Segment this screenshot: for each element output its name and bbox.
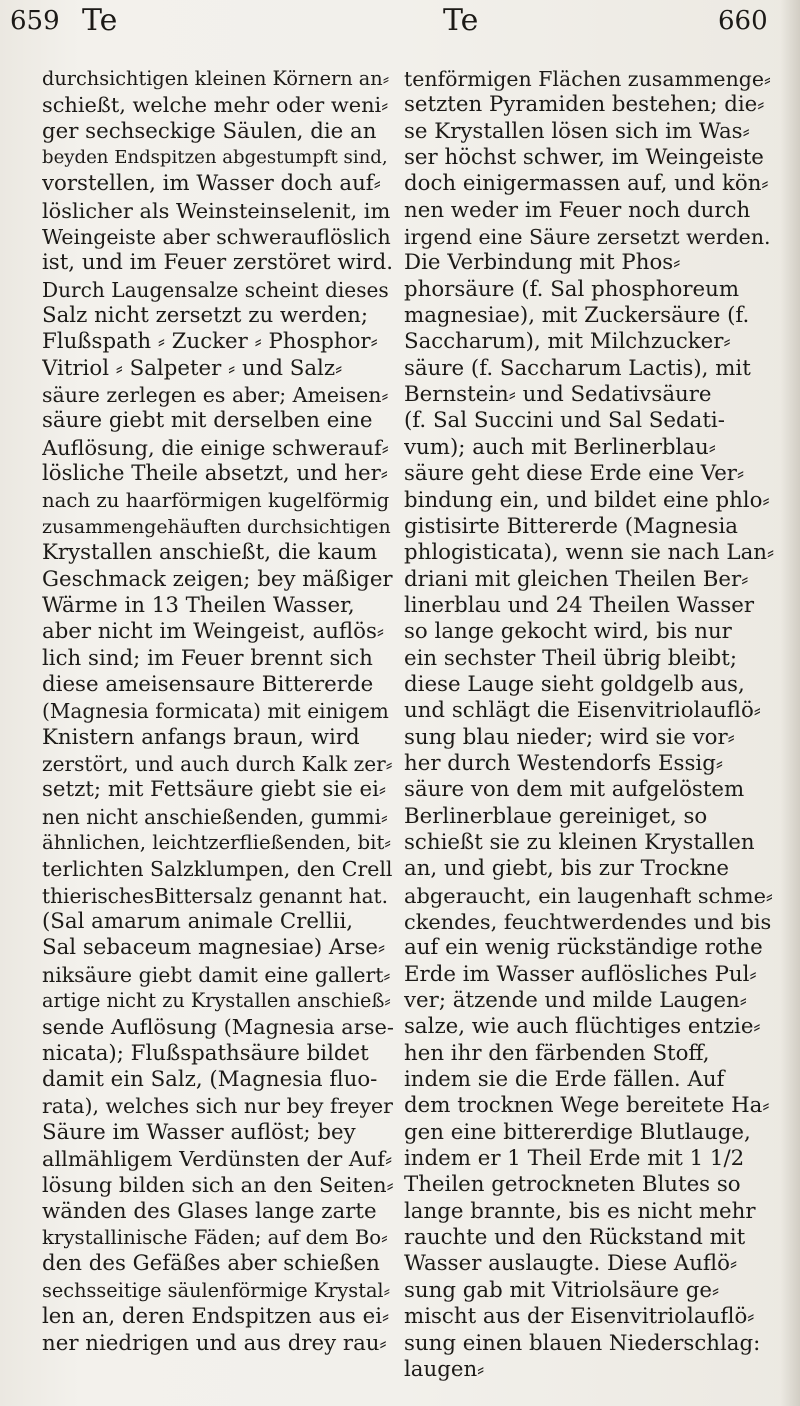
text-line: wänden des Glases lange zarte (42, 1198, 377, 1224)
text-line: zerstört, und auch durch Kalk zer⸗ (42, 751, 393, 776)
text-line: ger sechseckige Säulen, die an (42, 118, 377, 144)
text-line: phlogisticata), wenn sie nach Lan⸗ (404, 540, 775, 566)
text-line: aber nicht im Weingeist, auflös⸗ (42, 619, 384, 645)
text-line: krystallinische Fäden; auf dem Bo⸗ (42, 1226, 388, 1250)
text-line: zusammengehäuften durchsichtigen (42, 515, 391, 538)
right-text-column (404, 66, 776, 1383)
page-edge-shadow (780, 0, 800, 1406)
text-line: säure zerlegen es aber; Ameisen⸗ (42, 383, 389, 408)
text-line: säure von dem mit aufgelöstem (404, 777, 745, 803)
text-line: indem er 1 Theil Erde mit 1 1/2 (404, 1146, 745, 1172)
text-line: Säure im Wasser auflöst; bey (42, 1119, 356, 1145)
text-line: sung gab mit Vitriolsäure ge⸗ (404, 1277, 720, 1303)
text-line: rata), welches sich nur bey freyer (42, 1094, 393, 1119)
text-line: laugen⸗ (404, 1356, 485, 1382)
text-line: lich sind; im Feuer brennt sich (42, 645, 373, 671)
text-line: phorsäure (f. Sal phosphoreum (404, 276, 740, 302)
text-line: diese ameisensaure Bittererde (42, 671, 374, 697)
text-line: Geschmack zeigen; bey mäßiger (42, 566, 393, 592)
text-line: Vitriol ⸗ Salpeter ⸗ und Salz⸗ (42, 355, 343, 381)
text-line: dem trocknen Wege bereitete Ha⸗ (404, 1093, 770, 1119)
text-line: Wärme in 13 Theilen Wasser, (42, 592, 355, 618)
text-line: salze, wie auch flüchtiges entzie⸗ (404, 1014, 761, 1040)
text-line: beyden Endspitzen abgestumpft sind, (42, 147, 388, 169)
text-line: Erde im Wasser auflösliches Pul⸗ (404, 961, 757, 987)
text-line: Berlinerblaue gereiniget, so (404, 803, 708, 829)
text-line: Saccharum), mit Milchzucker⸗ (404, 329, 731, 355)
text-line: auf ein wenig rückständige rothe (404, 935, 763, 961)
text-line: abgeraucht, ein laugenhaft schme⸗ (404, 883, 773, 908)
text-line: se Krystallen lösen sich im Was⸗ (404, 118, 750, 144)
text-line: setzten Pyramiden bestehen; die⸗ (404, 92, 765, 118)
text-line: sung einen blauen Niederschlag: (404, 1330, 761, 1356)
text-line: säure geht diese Erde eine Ver⸗ (404, 461, 745, 487)
text-line: sung blau nieder; wird sie vor⸗ (404, 724, 735, 750)
text-line: Durch Laugensalze scheint dieses (42, 277, 389, 302)
text-line: so lange gekocht wird, bis nur (404, 619, 732, 645)
text-line: tenförmigen Flächen zusammenge⸗ (404, 67, 771, 91)
text-line: ver; ätzende und milde Laugen⸗ (404, 988, 747, 1014)
text-line: linerblau und 24 Theilen Wasser (404, 592, 755, 618)
text-line: und schlägt die Eisenvitriolauflö⸗ (404, 698, 761, 724)
text-line: säure giebt mit derselben eine (42, 408, 373, 434)
text-line: Flußspath ⸗ Zucker ⸗ Phosphor⸗ (42, 329, 378, 355)
text-line: (f. Sal Succini und Sal Sedati- (404, 408, 725, 434)
text-line: Die Verbindung mit Phos⸗ (404, 250, 681, 276)
text-line: nen weder im Feuer noch durch (404, 197, 751, 223)
text-line: den des Gefäßes aber schießen (42, 1251, 380, 1277)
text-line: allmähligem Verdünsten der Auf⸗ (42, 1147, 393, 1172)
left-page-number: 659 (10, 6, 60, 36)
text-line: schießt, welche mehr oder weni⸗ (42, 93, 389, 118)
text-line: artige nicht zu Krystallen anschieß⸗ (42, 989, 391, 1013)
text-line: lösliche Theile absetzt, und her⸗ (42, 461, 388, 487)
text-line: (Magnesia formicata) mit einigem (42, 699, 389, 724)
text-line: ist, und im Feuer zerstöret wird. (42, 250, 393, 276)
text-line: sechsseitige säulenförmige Krystal⸗ (42, 1278, 391, 1302)
text-line: an, und giebt, bis zur Trockne (404, 856, 729, 882)
text-line: löslicher als Weinsteinselenit, im (42, 198, 391, 223)
text-line: Knistern anfangs braun, wird (42, 724, 360, 750)
text-line: Salz nicht zersetzt zu werden; (42, 303, 369, 329)
text-line: terlichten Salzklumpen, den Crell (42, 857, 393, 882)
text-line: (Sal amarum animale Crellii, (42, 909, 354, 934)
text-line: hen ihr den färbenden Stoff, (404, 1040, 710, 1066)
text-line: Theilen getrockneten Blutes so (404, 1172, 741, 1198)
text-line: diese Lauge sieht goldgelb aus, (404, 671, 745, 697)
text-line: gen eine bittererdige Blutlauge, (404, 1119, 751, 1145)
text-line: irgend eine Säure zersetzt werden. (404, 225, 771, 250)
text-line: nicata); Flußspathsäure bildet (42, 1040, 369, 1066)
text-line: driani mit gleichen Theilen Ber⸗ (404, 566, 749, 592)
right-running-head: Te (443, 3, 479, 38)
text-line: magnesiae), mit Zuckersäure (f. (404, 303, 750, 329)
text-line: Sal sebaceum magnesiae) Arse⸗ (42, 935, 386, 961)
text-line: her durch Westendorfs Essig⸗ (404, 750, 723, 776)
right-page-number: 660 (718, 6, 768, 36)
text-line: len an, deren Endspitzen aus ei⸗ (42, 1304, 390, 1330)
text-line: bindung ein, und bildet eine phlo⸗ (404, 487, 770, 513)
text-line: ckendes, feuchtwerdendes und bis (404, 910, 772, 934)
text-line: setzt; mit Fettsäure giebt sie ei⸗ (42, 777, 387, 803)
text-line: schießt sie zu kleinen Krystallen (404, 829, 755, 855)
text-line: Bernstein⸗ und Sedativsäure (404, 382, 712, 408)
text-line: niksäure giebt damit eine gallert⸗ (42, 962, 391, 987)
text-line: Weingeiste aber schwerauflöslich (42, 225, 391, 250)
text-line: nach zu haarförmigen kugelförmig (42, 488, 390, 512)
left-text-column (42, 66, 394, 1357)
text-line: indem sie die Erde fällen. Auf (404, 1067, 725, 1093)
text-line: nen nicht anschießenden, gummi⸗ (42, 804, 388, 829)
text-line: Wasser auslaugte. Diese Auflö⸗ (404, 1251, 738, 1277)
text-line: rauchte und den Rückstand mit (404, 1225, 746, 1251)
text-line: ähnlichen, leichtzerfließenden, bit⸗ (42, 830, 391, 854)
text-line: vum); auch mit Berlinerblau⸗ (404, 434, 716, 460)
text-line: sende Auflösung (Magnesia arse- (42, 1015, 394, 1040)
text-line: damit ein Salz, (Magnesia fluo- (42, 1067, 378, 1093)
text-line: vorstellen, im Wasser doch auf⸗ (42, 171, 381, 197)
text-line: ein sechster Theil übrig bleibt; (404, 645, 738, 671)
text-line: lange brannte, bis es nicht mehr (404, 1198, 756, 1224)
text-line: säure (f. Saccharum Lactis), mit (404, 355, 751, 381)
text-line: durchsichtigen kleinen Körnern an⸗ (42, 67, 390, 90)
text-line: lösung bilden sich an den Seiten⸗ (42, 1173, 394, 1198)
left-running-head: Te (82, 3, 118, 38)
text-line: gistisirte Bittererde (Magnesia (404, 513, 738, 539)
text-line: mischt aus der Eisenvitriolauflö⸗ (404, 1304, 755, 1330)
text-line: doch einigermassen auf, und kön⸗ (404, 171, 769, 197)
text-line: ser höchst schwer, im Weingeiste (404, 145, 764, 171)
text-line: thierischesBittersalz genannt hat. (42, 883, 389, 908)
text-line: Krystallen anschießt, die kaum (42, 540, 378, 566)
text-line: ner niedrigen und aus drey rau⸗ (42, 1330, 387, 1356)
text-line: Auflösung, die einige schwerauf⸗ (42, 435, 389, 460)
